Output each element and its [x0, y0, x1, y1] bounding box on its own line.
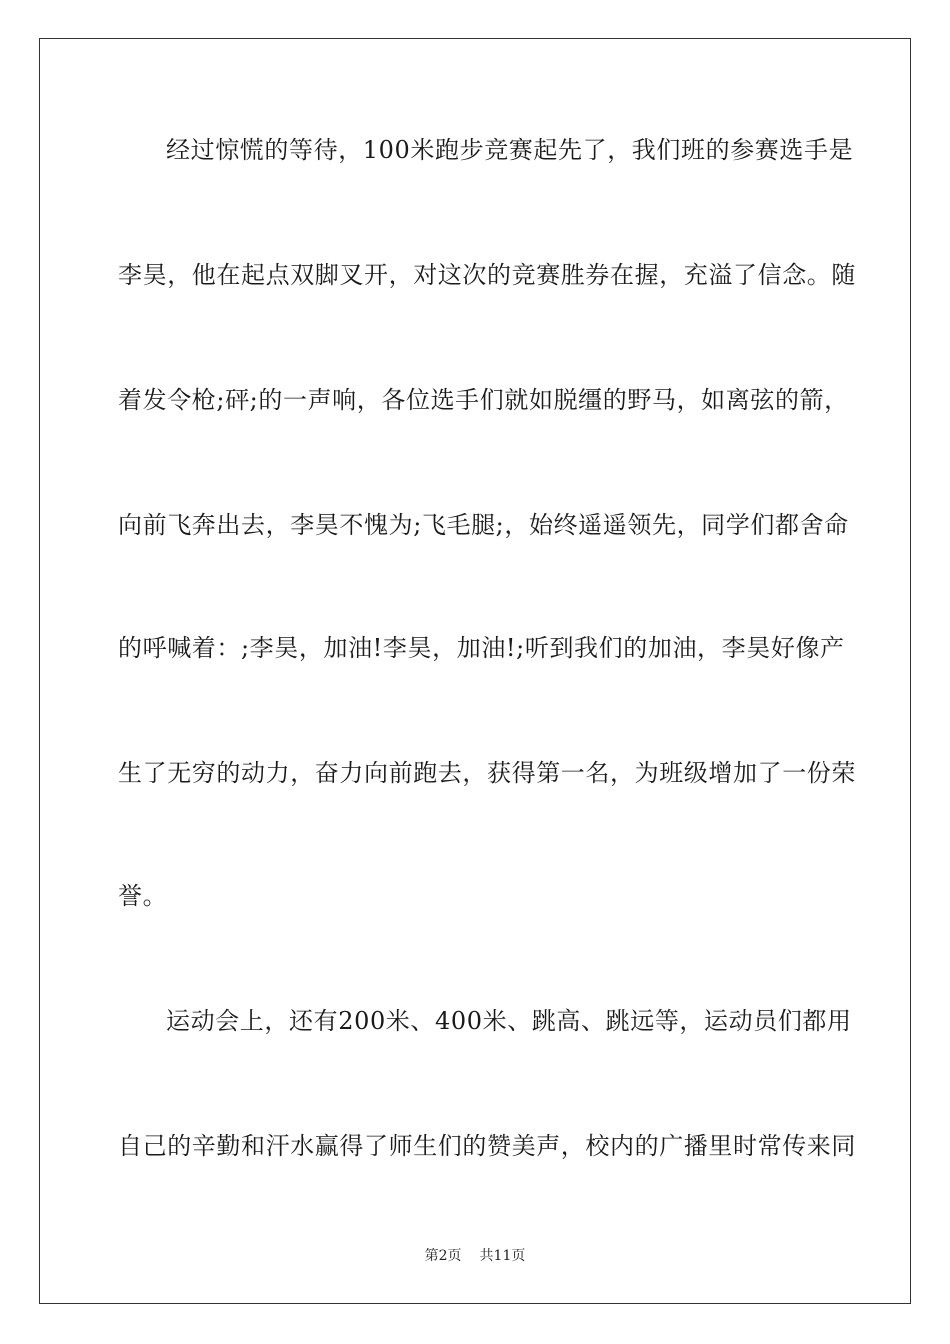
paragraph-line-3: 着发令枪;砰;的一声响，各位选手们就如脱缰的野马，如离弦的箭，: [118, 386, 849, 414]
page-total: 共11页: [479, 1248, 526, 1264]
page-number: 第2页: [424, 1248, 462, 1264]
paragraph-line-1: 经过惊慌的等待，100米跑步竞赛起先了，我们班的参赛选手是: [166, 136, 854, 164]
paragraph-line-6: 生了无穷的动力，奋力向前跑去，获得第一名，为班级增加了一份荣: [118, 759, 856, 787]
page-footer: [0, 1247, 950, 1265]
page-frame: [39, 38, 911, 1304]
paragraph-line-4: 向前飞奔出去，李昊不愧为;飞毛腿;，始终遥遥领先，同学们都舍命: [118, 511, 849, 539]
paragraph-line-5: 的呼喊着：;李昊，加油!李昊，加油!;听到我们的加油，李昊好像产: [118, 634, 845, 662]
paragraph-line-7: 誉。: [118, 882, 168, 910]
paragraph-line-9: 自己的辛勤和汗水赢得了师生们的赞美声，校内的广播里时常传来同: [118, 1132, 856, 1160]
paragraph-line-2: 李昊，他在起点双脚叉开，对这次的竞赛胜券在握，充溢了信念。随: [118, 261, 856, 289]
paragraph-line-8: 运动会上，还有200米、400米、跳高、跳远等，运动员们都用: [166, 1007, 852, 1035]
